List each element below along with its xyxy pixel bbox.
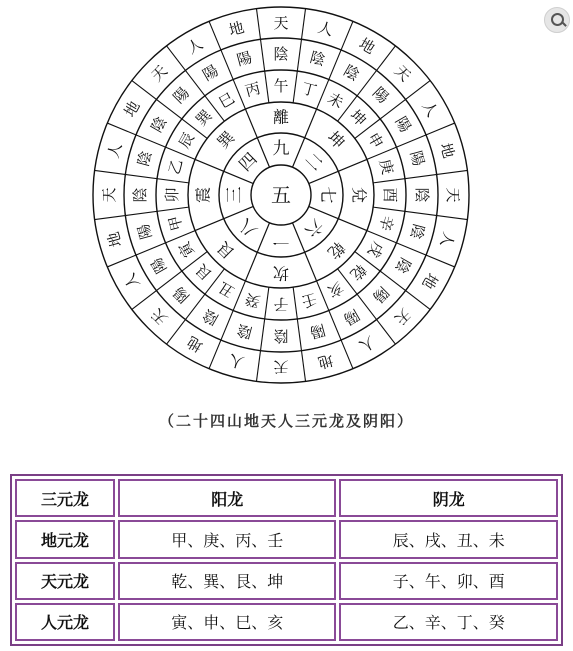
yinyang-label: 陽 <box>234 48 255 70</box>
yuan-label: 地 <box>183 332 207 356</box>
image-search-button[interactable] <box>544 7 570 33</box>
star-number: 六 <box>300 214 327 241</box>
yinyang-label: 陰 <box>406 221 428 242</box>
yuan-label: 地 <box>418 269 442 293</box>
mountain-label: 寅 <box>175 238 199 261</box>
yuan-label: 天 <box>147 61 172 86</box>
diagram-caption: （二十四山地天人三元龙及阴阳） <box>158 412 414 430</box>
yuan-label: 天 <box>273 358 289 376</box>
yinyang-label: 陽 <box>134 221 156 242</box>
column-header: 阳龙 <box>118 479 336 517</box>
yinyang-label: 陽 <box>307 320 328 342</box>
mountain-label: 坤 <box>346 106 370 130</box>
mountain-label: 丙 <box>243 79 263 101</box>
yinyang-label: 陽 <box>199 61 222 85</box>
trigram-label: 乾 <box>323 237 349 263</box>
yuan-label: 人 <box>226 350 247 372</box>
twenty-four-mountains-wheel <box>91 0 471 390</box>
yuan-label: 人 <box>418 97 442 121</box>
table-row <box>15 562 558 600</box>
mountain-label: 未 <box>324 89 347 113</box>
yuan-label: 人 <box>315 18 336 40</box>
mountain-label: 亥 <box>324 277 347 301</box>
yinyang-label: 陽 <box>369 283 393 307</box>
star-number: 八 <box>235 214 262 241</box>
yinyang-label: 陰 <box>273 45 289 63</box>
yinyang-label: 陰 <box>273 327 289 345</box>
mountain-label: 戌 <box>363 238 387 261</box>
trigram-label: 艮 <box>213 237 239 263</box>
yang-cell: 甲、庚、丙、壬 <box>118 520 336 558</box>
trigram-label: 坎 <box>272 263 290 283</box>
column-header: 三元龙 <box>15 479 115 517</box>
yuan-label: 天 <box>273 14 289 32</box>
yuan-label: 地 <box>315 350 336 372</box>
yinyang-label: 陰 <box>413 187 431 203</box>
mountain-label: 壬 <box>299 289 319 311</box>
yinyang-label: 陽 <box>391 113 415 136</box>
mountain-label: 艮 <box>192 260 216 284</box>
yinyang-label: 陽 <box>406 148 428 169</box>
row-label: 人元龙 <box>15 603 115 641</box>
yinyang-label: 陰 <box>199 305 222 329</box>
yinyang-label: 陽 <box>147 254 171 277</box>
yuan-label: 人 <box>120 269 144 293</box>
yinyang-label: 陰 <box>391 254 415 277</box>
yin-cell: 子、午、卯、酉 <box>339 562 558 600</box>
trigram-label: 震 <box>193 186 213 204</box>
mountain-label: 辰 <box>175 129 199 152</box>
yang-cell: 寅、申、巳、亥 <box>118 603 336 641</box>
trigram-label: 兌 <box>349 186 369 204</box>
table-row <box>15 520 558 558</box>
yuan-label: 地 <box>436 140 458 161</box>
yuan-label: 人 <box>355 332 379 356</box>
yinyang-label: 陽 <box>369 83 393 107</box>
yuan-label: 地 <box>226 18 247 40</box>
row-label: 地元龙 <box>15 520 115 558</box>
star-number: 三 <box>225 186 245 204</box>
yinyang-label: 陽 <box>340 305 363 329</box>
yuan-label: 天 <box>444 187 462 203</box>
yuan-label: 地 <box>120 97 144 121</box>
star-number: 二 <box>300 149 327 176</box>
mountain-label: 乾 <box>346 260 370 284</box>
star-number: 七 <box>317 186 337 204</box>
mountain-label: 丑 <box>215 277 238 301</box>
yuan-label: 天 <box>147 304 172 329</box>
yinyang-label: 陰 <box>307 48 328 70</box>
yinyang-label: 陰 <box>134 148 156 169</box>
mountain-label: 巽 <box>192 106 216 130</box>
trigram-label: 離 <box>272 107 290 127</box>
yuan-label: 地 <box>355 34 379 58</box>
yin-cell: 乙、辛、丁、癸 <box>339 603 558 641</box>
trigram-label: 坤 <box>323 127 349 153</box>
yin-cell: 辰、戌、丑、未 <box>339 520 558 558</box>
yinyang-label: 陽 <box>169 283 193 307</box>
yinyang-label: 陰 <box>131 187 149 203</box>
column-header: 阴龙 <box>339 479 558 517</box>
table-row <box>15 603 558 641</box>
trigram-label: 巽 <box>213 127 239 153</box>
yuan-label: 人 <box>436 229 458 250</box>
table-header-row <box>15 479 558 517</box>
three-yuan-dragon-table <box>10 474 563 646</box>
mountain-label: 卯 <box>163 187 181 203</box>
yinyang-label: 陽 <box>169 83 193 107</box>
yuan-label: 人 <box>183 34 207 58</box>
mountain-label: 甲 <box>165 213 187 233</box>
yang-cell: 乾、巽、艮、坤 <box>118 562 336 600</box>
yinyang-label: 陰 <box>234 320 255 342</box>
yuan-label: 天 <box>100 187 118 203</box>
yinyang-label: 陰 <box>147 113 171 136</box>
star-number: 九 <box>272 139 290 159</box>
star-number: 一 <box>272 231 290 251</box>
mountain-label: 乙 <box>165 157 187 177</box>
yuan-label: 地 <box>104 229 126 250</box>
yuan-label: 天 <box>390 304 415 329</box>
mountain-label: 巳 <box>215 89 238 113</box>
mountain-label: 庚 <box>375 157 397 177</box>
yuan-label: 天 <box>390 61 415 86</box>
center-number: 五 <box>271 183 291 207</box>
mountain-label: 酉 <box>381 187 399 203</box>
yuan-label: 人 <box>104 140 126 161</box>
mountain-label: 申 <box>363 129 387 152</box>
star-number: 四 <box>235 149 262 176</box>
yinyang-label: 陰 <box>340 61 363 85</box>
mountain-label: 辛 <box>375 213 397 233</box>
row-label: 天元龙 <box>15 562 115 600</box>
mountain-label: 子 <box>273 295 289 313</box>
mountain-label: 午 <box>273 77 289 95</box>
mountain-label: 癸 <box>243 289 263 311</box>
mountain-label: 丁 <box>299 79 319 101</box>
